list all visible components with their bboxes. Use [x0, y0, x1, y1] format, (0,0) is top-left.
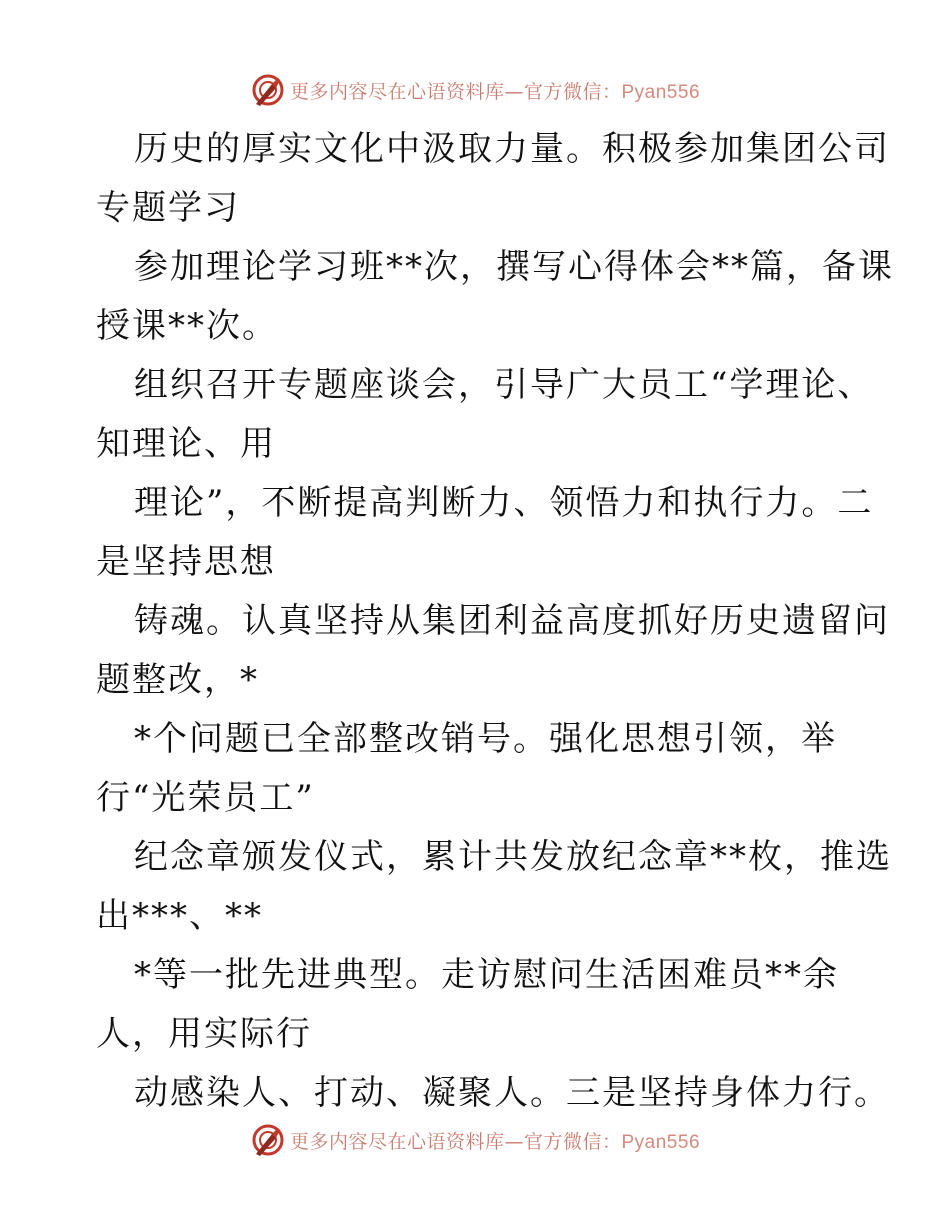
body-line: *等一批先进典型。走访慰问生活困难员**余 — [134, 955, 839, 995]
body-line: 行“光荣员工” — [96, 778, 315, 818]
body-line: 专题学习 — [96, 188, 240, 228]
body-line: 纪念章颁发仪式，累计共发放纪念章**枚，推选 — [134, 837, 892, 877]
body-line: 组织召开专题座谈会，引导广大员工“学理论、 — [134, 365, 874, 405]
body-line: 人，用实际行 — [96, 1014, 312, 1054]
banner-wechat-id: Pyan556 — [621, 81, 701, 103]
footer-banner — [0, 1118, 950, 1162]
banner-wechat-id: Pyan556 — [621, 1131, 701, 1153]
body-line: 出***、** — [96, 896, 263, 936]
banner-text — [290, 1127, 700, 1154]
pen-logo-icon — [250, 72, 286, 108]
banner-text — [290, 77, 700, 104]
body-line: 是坚持思想 — [96, 542, 276, 582]
body-line: 动感染人、打动、凝聚人。三是坚持身体力行。 — [134, 1073, 890, 1113]
pen-logo-icon — [250, 1122, 286, 1158]
body-line: 参加理论学习班**次，撰写心得体会**篇，备课 — [134, 247, 894, 287]
body-line: 授课**次。 — [96, 306, 278, 346]
body-line: 历史的厚实文化中汲取力量。积极参加集团公司 — [134, 129, 890, 169]
body-line: *个问题已全部整改销号。强化思想引领，举 — [134, 719, 837, 759]
body-line: 理论”，不断提高判断力、领悟力和执行力。二 — [134, 483, 874, 523]
banner-label: 更多内容尽在心语资料库—官方微信： — [289, 1130, 622, 1153]
document-body — [96, 120, 894, 1123]
body-line: 铸魂。认真坚持从集团利益高度抓好历史遗留问 — [134, 601, 890, 641]
banner-label: 更多内容尽在心语资料库—官方微信： — [289, 80, 622, 103]
body-line: 题整改，* — [96, 660, 259, 700]
body-line: 知理论、用 — [96, 424, 276, 464]
header-banner — [0, 68, 950, 112]
